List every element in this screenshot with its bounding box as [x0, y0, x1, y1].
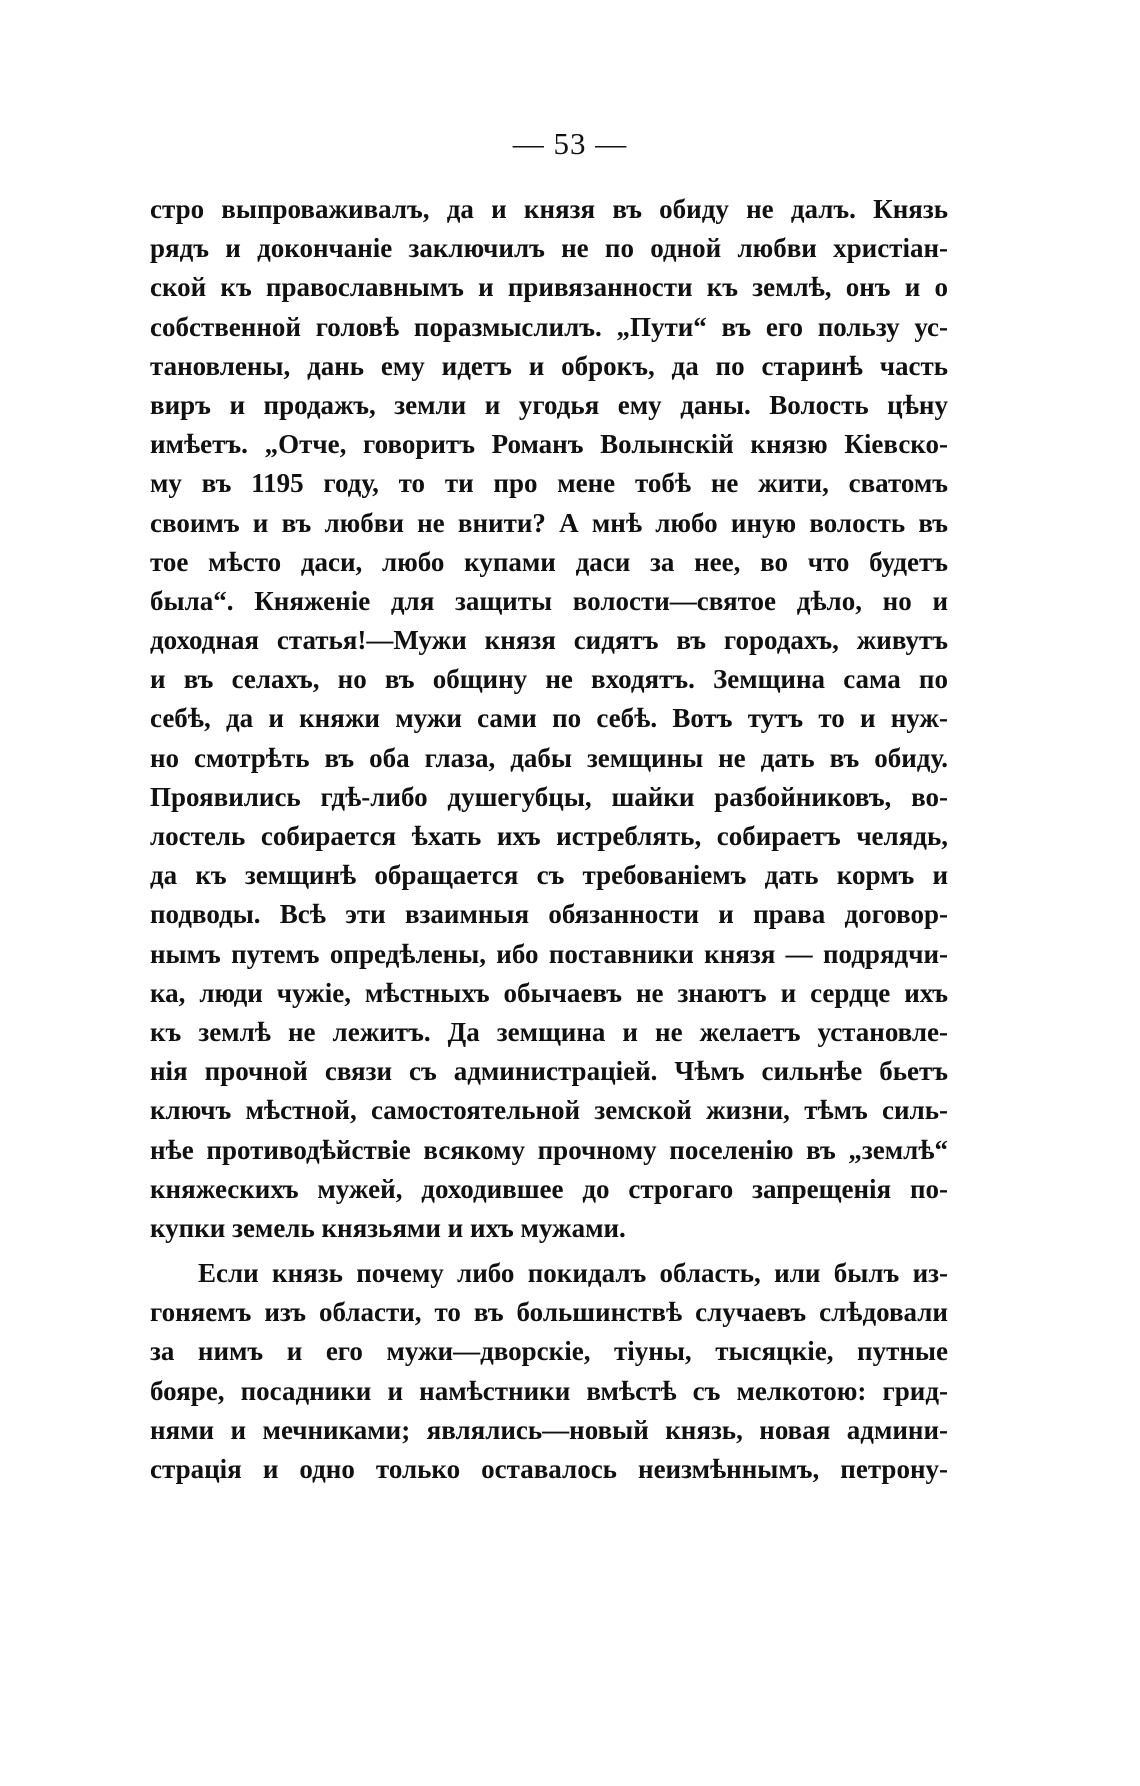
text-line: нями и мечниками; являлись—новый князь, новая админи- [150, 1414, 948, 1445]
paragraph [150, 190, 948, 1248]
text-line: нѣе противодѣйствіе всякому прочному поселенію въ „землѣ“ [150, 1134, 948, 1165]
text-line: бояре, посадники и намѣстники вмѣстѣ съ мелкотою: грид- [150, 1375, 948, 1406]
text-line: да къ земщинѣ обращается съ требованіемъ дать кормъ и [150, 860, 948, 891]
text-line: себѣ, да и княжи мужи сами по себѣ. Вотъ тутъ то и нуж- [150, 703, 948, 734]
text-line: своимъ и въ любви не внити? А мнѣ любо иную волость въ [150, 507, 948, 538]
text-line: нымъ путемъ опредѣлены, ибо поставники князя — подрядчи- [150, 938, 948, 969]
text-line: ка, люди чужіе, мѣстныхъ обычаевъ не знаютъ и сердце ихъ [150, 977, 948, 1008]
text-line: подводы. Всѣ эти взаимныя обязанности и права договор- [150, 899, 948, 930]
text-line: купки земель князьями и ихъ мужами. [150, 1212, 626, 1243]
text-line: за нимъ и его мужи—дворскіе, тіуны, тысяцкіе, путные [150, 1336, 948, 1367]
text-line: была“. Княженіе для защиты волости—святое дѣло, но и [150, 585, 948, 616]
text-line: къ землѣ не лежитъ. Да земщина и не желаетъ установле- [150, 1016, 948, 1047]
text-line: ской къ православнымъ и привязанности къ землѣ, онъ и о [150, 272, 948, 303]
text-line: тое мѣсто даси, любо купами даси за нее, во что будетъ [150, 546, 948, 577]
text-line: му въ 1195 году, то ти про мене тобѣ не жити, сватомъ [150, 468, 948, 499]
text-line: Если князь почему либо покидалъ область, или былъ из- [198, 1258, 948, 1289]
text-line: но смотрѣть въ оба глаза, дабы земщины не дать въ обиду. [150, 742, 948, 773]
text-line: лостель собирается ѣхать ихъ истреблять, собираетъ челядь, [150, 821, 948, 851]
text-line: нія прочной связи съ администраціей. Чѣмъ сильнѣе бьетъ [150, 1056, 948, 1087]
text-line: Проявились гдѣ-либо душегубцы, шайки разбойниковъ, во- [150, 781, 948, 812]
text-line: ключъ мѣстной, самостоятельной земской жизни, тѣмъ силь- [150, 1095, 948, 1126]
text-line: страція и одно только оставалось неизмѣннымъ, петрону- [150, 1454, 948, 1484]
text-line: стро выпроваживалъ, да и князя въ обиду не далъ. Князь [150, 194, 948, 224]
paragraph [150, 1254, 948, 1489]
text-line: доходная статья!—Мужи князя сидятъ въ городахъ, живутъ [150, 625, 948, 656]
text-line: имѣетъ. „Отче, говоритъ Романъ Волынскій князю Кіевско- [150, 429, 948, 460]
body-text [150, 190, 948, 1489]
text-line: гоняемъ изъ области, то въ большинствѣ случаевъ слѣдовали [150, 1297, 948, 1328]
text-line: виръ и продажъ, земли и угодья ему даны. Волость цѣну [150, 389, 948, 420]
text-line: собственной головѣ поразмыслилъ. „Пути“ въ его пользу ус- [150, 311, 948, 342]
text-line: тановлены, дань ему идетъ и оброкъ, да по старинѣ часть [150, 350, 948, 381]
text-line: рядъ и докончаніе заключилъ не по одной любви христіан- [150, 233, 948, 264]
page-number: — 53 — [512, 126, 628, 161]
text-line: княжескихъ мужей, доходившее до строгаго запрещенія по- [150, 1173, 948, 1204]
text-line: и въ селахъ, но въ общину не входятъ. Земщина сама по [150, 664, 948, 695]
